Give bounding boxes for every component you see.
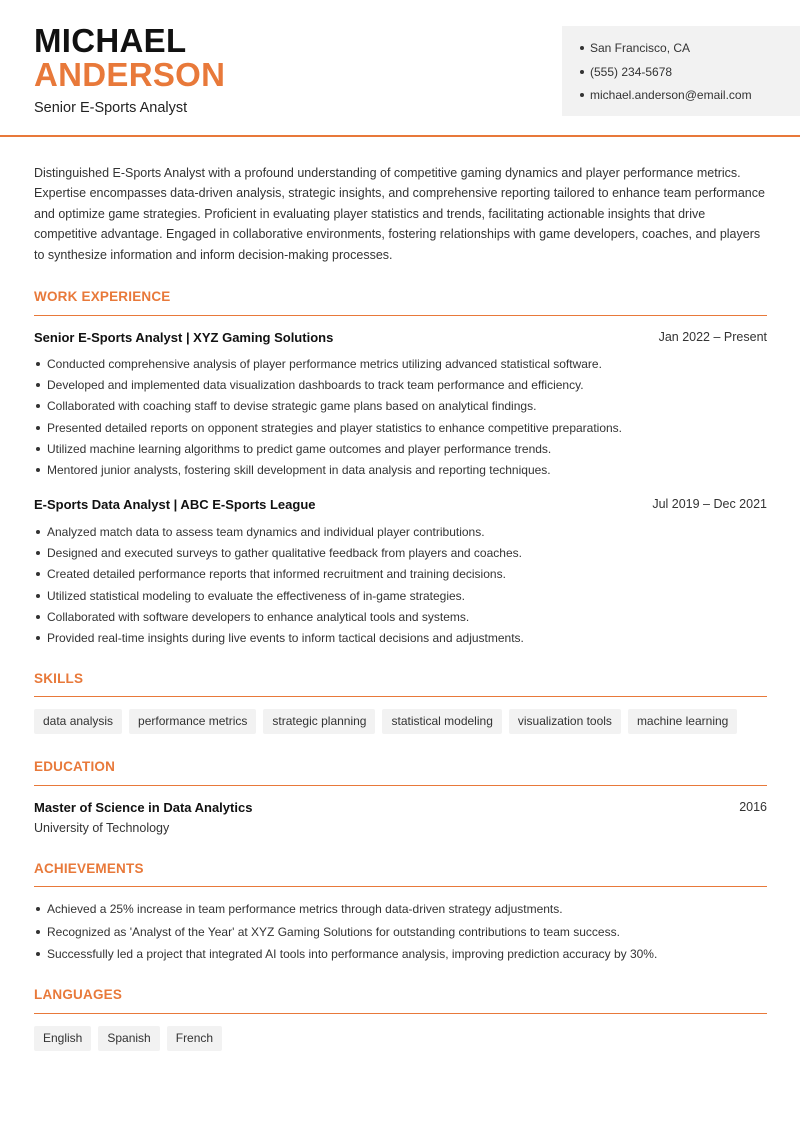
list-item: Utilized statistical modeling to evaluate the effectiveness of in-game strategies. bbox=[34, 588, 774, 609]
languages-chip-list bbox=[34, 1026, 222, 1051]
list-item: Collaborated with coaching staff to devise strategic game plans based on analytical findings. bbox=[34, 398, 774, 419]
list-item: Recognized as 'Analyst of the Year' at XYZ Gaming Solutions for outstanding contributions to team success. bbox=[34, 924, 774, 947]
section-divider bbox=[34, 886, 767, 887]
contact-box bbox=[562, 26, 800, 116]
education-year: 2016 bbox=[739, 800, 767, 814]
skill-chip: statistical modeling bbox=[382, 709, 501, 734]
list-item: Conducted comprehensive analysis of player performance metrics utilizing advanced statistical software. bbox=[34, 356, 774, 377]
section-divider bbox=[34, 315, 767, 316]
list-item: Created detailed performance reports that informed recruitment and training decisions. bbox=[34, 566, 774, 587]
contact-email[interactable]: michael.anderson@email.com bbox=[580, 87, 800, 111]
job-role: Senior E-Sports Analyst | XYZ Gaming Solutions bbox=[34, 330, 334, 345]
section-title-achievements: ACHIEVEMENTS bbox=[34, 861, 144, 876]
language-chip: Spanish bbox=[98, 1026, 159, 1051]
contact-location: San Francisco, CA bbox=[580, 40, 800, 64]
language-chip: English bbox=[34, 1026, 91, 1051]
section-title-work: WORK EXPERIENCE bbox=[34, 289, 171, 304]
list-item: Designed and executed surveys to gather qualitative feedback from players and coaches. bbox=[34, 545, 774, 566]
list-item: Collaborated with software developers to enhance analytical tools and systems. bbox=[34, 609, 774, 630]
list-item: Analyzed match data to assess team dynamics and individual player contributions. bbox=[34, 524, 774, 545]
list-item: Developed and implemented data visualization dashboards to track team performance and efficiency. bbox=[34, 377, 774, 398]
job-entry-header bbox=[34, 497, 767, 515]
skill-chip: strategic planning bbox=[263, 709, 375, 734]
education-school: University of Technology bbox=[34, 821, 170, 835]
job-entry-header bbox=[34, 330, 767, 348]
skill-chip: data analysis bbox=[34, 709, 122, 734]
section-title-education: EDUCATION bbox=[34, 759, 116, 774]
list-item: Presented detailed reports on opponent strategies and player statistics to enhance competitive preparations. bbox=[34, 420, 774, 441]
last-name: ANDERSON bbox=[34, 56, 226, 93]
contact-phone: (555) 234-5678 bbox=[580, 64, 800, 88]
job-bullet-list bbox=[34, 356, 774, 483]
job-date: Jan 2022 – Present bbox=[658, 330, 767, 344]
job-role: E-Sports Data Analyst | ABC E-Sports League bbox=[34, 497, 316, 512]
language-chip: French bbox=[167, 1026, 222, 1051]
job-date: Jul 2019 – Dec 2021 bbox=[652, 497, 767, 511]
section-divider bbox=[34, 1013, 767, 1014]
education-degree: Master of Science in Data Analytics bbox=[34, 800, 253, 815]
skill-chip: machine learning bbox=[628, 709, 737, 734]
section-divider bbox=[34, 785, 767, 786]
achievements-list bbox=[34, 901, 774, 969]
section-title-skills: SKILLS bbox=[34, 671, 84, 686]
section-title-languages: LANGUAGES bbox=[34, 987, 123, 1002]
job-bullet-list bbox=[34, 524, 774, 651]
skill-chip: visualization tools bbox=[509, 709, 621, 734]
skills-chip-list bbox=[34, 709, 737, 734]
list-item: Successfully led a project that integrated AI tools into performance analysis, improving prediction accuracy by 30%. bbox=[34, 946, 774, 969]
section-divider bbox=[34, 696, 767, 697]
list-item: Mentored junior analysts, fostering skill development in data analysis and reporting techniques. bbox=[34, 462, 774, 483]
job-title: Senior E-Sports Analyst bbox=[34, 100, 188, 116]
summary-paragraph: Distinguished E-Sports Analyst with a profound understanding of competitive gaming dynamics and player performance metrics. Expertise encompasses data-driven analysis, strategic insights, and comprehensive reporting tailored to enhance team performance and optimize game strategies. Proficient in evaluating player statistics and trends, facilitating actionable insights that drive competitive advantage. Engaged in collaborative environments, fostering relationships with game developers, coaches, and players to synthesize information and inform decision-making processes. bbox=[34, 166, 765, 262]
list-item: Provided real-time insights during live events to inform tactical decisions and adjustments. bbox=[34, 630, 774, 651]
skill-chip: performance metrics bbox=[129, 709, 256, 734]
resume-header bbox=[0, 0, 800, 137]
list-item: Utilized machine learning algorithms to predict game outcomes and player performance trends. bbox=[34, 441, 774, 462]
first-name: MICHAEL bbox=[34, 22, 187, 59]
list-item: Achieved a 25% increase in team performance metrics through data-driven strategy adjustments. bbox=[34, 901, 774, 924]
